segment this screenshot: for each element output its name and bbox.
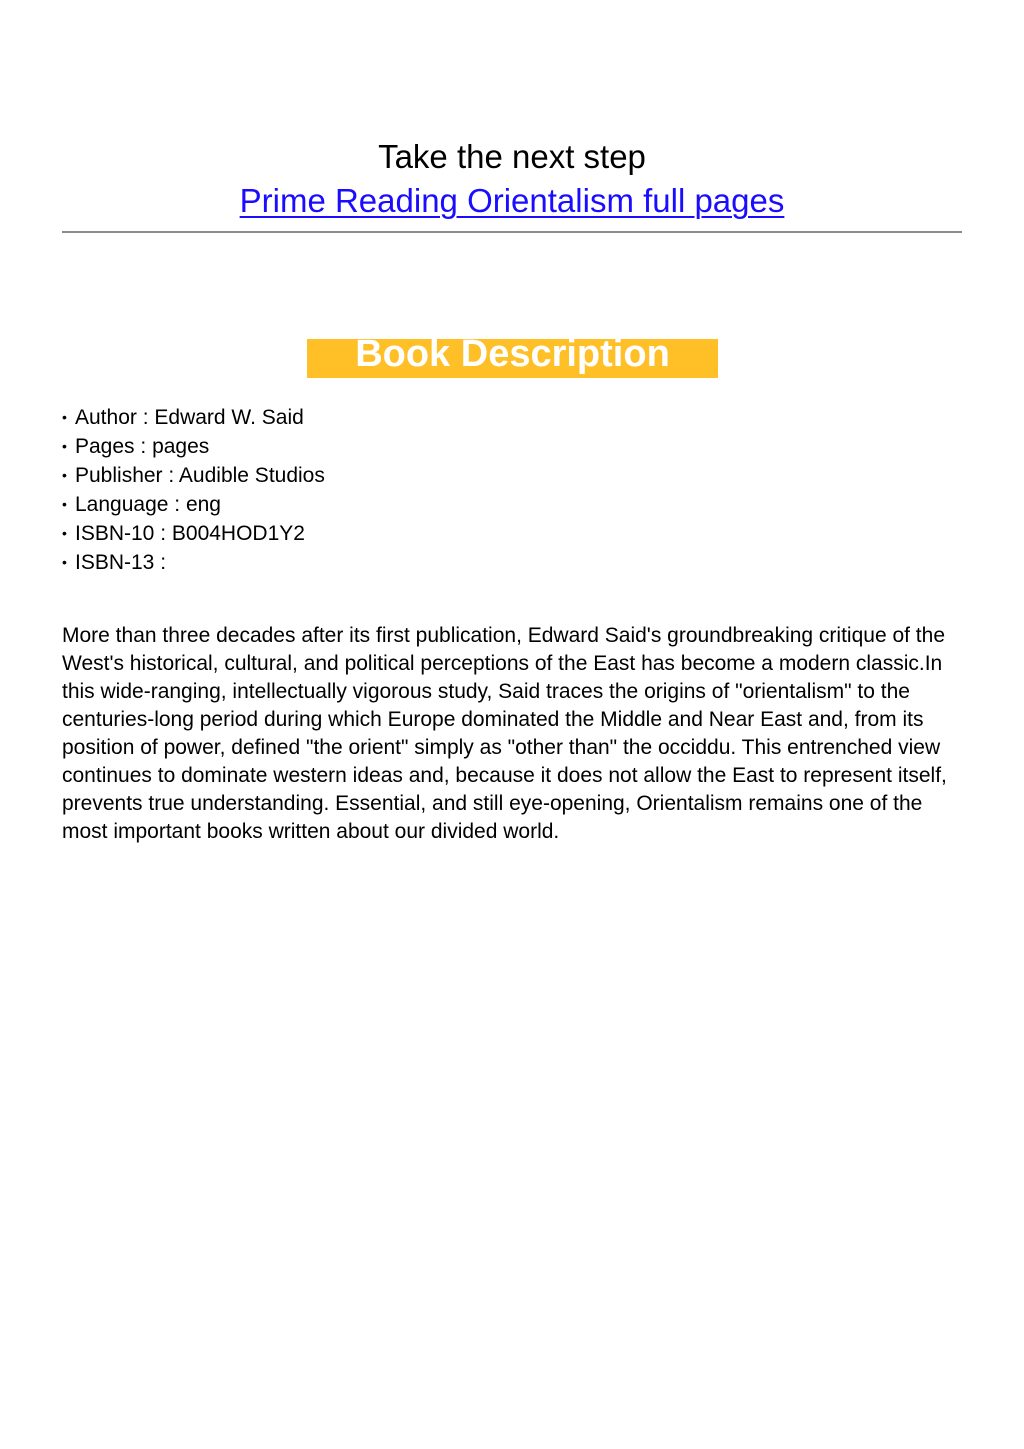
detail-value: Edward W. Said bbox=[154, 406, 304, 429]
detail-label: Publisher bbox=[75, 464, 163, 487]
book-details-list bbox=[62, 403, 325, 577]
bullet-icon: • bbox=[62, 496, 67, 512]
bullet-icon: • bbox=[62, 409, 67, 425]
detail-author: • Author : Edward W. Said bbox=[62, 403, 325, 432]
detail-value: eng bbox=[185, 493, 221, 516]
bullet-icon: • bbox=[62, 438, 67, 454]
detail-value: Audible Studios bbox=[178, 464, 325, 487]
detail-language: • Language : eng bbox=[62, 490, 325, 519]
title-link-container bbox=[0, 181, 1024, 221]
book-title-link[interactable]: Prime Reading Orientalism full pages bbox=[239, 182, 785, 219]
detail-value: B004HOD1Y2 bbox=[171, 522, 305, 545]
detail-isbn-10: • ISBN-10 : B004HOD1Y2 bbox=[62, 519, 325, 548]
book-description: More than three decades after its first publication, Edward Said's groundbreaking critique of the West's historical, cultural, and political perceptions of the East has become a modern classic.In this wide-ranging, intellectually vigorous study, Said traces the origins of "orientalism" to the centuries-long period during which Europe dominated the Middle and Near East and, from its position of power, defined "the orient" simply as "other than" the occiddu. This entrenched view continues to dominate western ideas and, because it does not allow the East to represent itself, prevents true understanding. Essential, and still eye-opening, Orientalism remains one of the most important books written about our divided world. bbox=[62, 624, 947, 843]
horizontal-divider bbox=[62, 231, 962, 233]
detail-label: ISBN-13 bbox=[75, 551, 155, 574]
detail-label: Author bbox=[75, 406, 137, 429]
bullet-icon: • bbox=[62, 554, 67, 570]
bullet-icon: • bbox=[62, 525, 67, 541]
detail-isbn-13: • ISBN-13 : bbox=[62, 548, 325, 577]
section-banner bbox=[307, 339, 718, 378]
page-heading: Take the next step bbox=[378, 138, 646, 175]
detail-publisher: • Publisher : Audible Studios bbox=[62, 461, 325, 490]
detail-value: pages bbox=[152, 435, 210, 458]
detail-label: ISBN-10 bbox=[75, 522, 155, 545]
detail-label: Language bbox=[75, 493, 169, 516]
section-title: Book Description bbox=[355, 339, 670, 375]
bullet-icon: • bbox=[62, 467, 67, 483]
detail-pages: • Pages : pages bbox=[62, 432, 325, 461]
detail-label: Pages bbox=[75, 435, 135, 458]
